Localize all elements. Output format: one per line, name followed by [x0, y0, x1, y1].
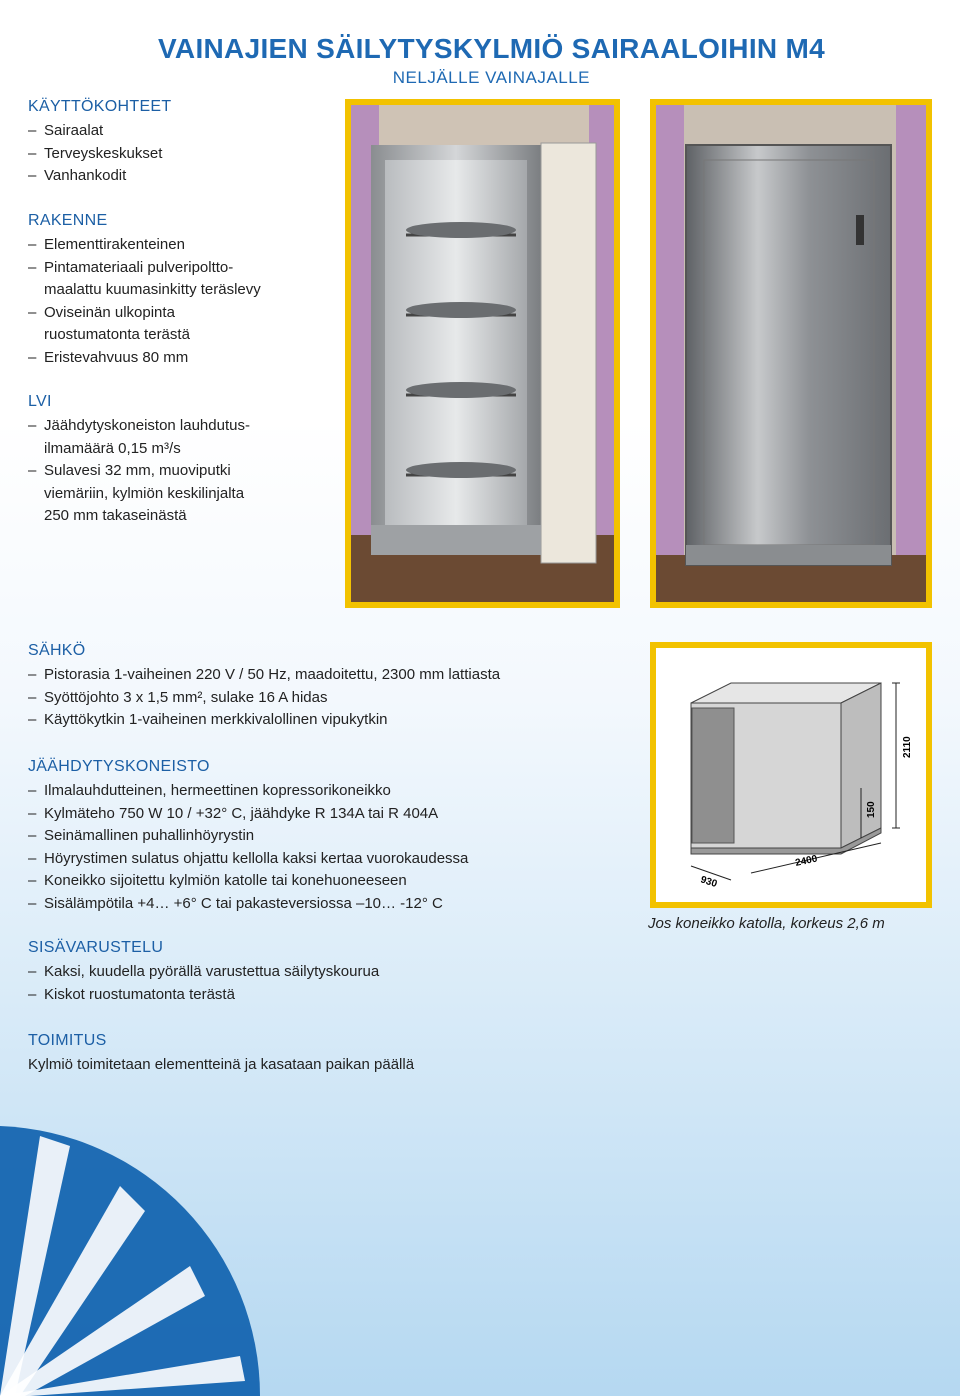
list-item: – Kiskot ruostumatonta terästä — [28, 984, 379, 1007]
section-heading: LVI — [28, 393, 52, 410]
section-toimitus — [28, 1030, 414, 1077]
decorative-fan-graphic — [0, 1066, 260, 1396]
dim-length-label: 2400 — [794, 853, 819, 869]
list-item: – Pintamateriaali pulveripoltto- maalattu kuumasinkitty teräslevy — [28, 257, 261, 302]
cabinet-dimension-sketch — [656, 648, 926, 902]
list-item: – Kaksi, kuudella pyörällä varustettua säilytyskourua — [28, 961, 379, 984]
list-item: – Eristevahvuus 80 mm — [28, 347, 261, 370]
photo-closed-cabinet — [650, 99, 932, 608]
list-item: – Pistorasia 1-vaiheinen 220 V / 50 Hz, maadoitettu, 2300 mm lattiasta — [28, 664, 500, 687]
toimitus-text: Kylmiö toimitetaan elementteinä ja kasataan paikan päällä — [28, 1056, 415, 1073]
list-item: – Seinämallinen puhallinhöyrystin — [28, 825, 468, 848]
section-heading: RAKENNE — [28, 212, 108, 229]
list-item: – Oviseinän ulkopinta ruostumatonta terästä — [28, 302, 261, 347]
list-item: – Sulavesi 32 mm, muoviputki viemäriin, kylmiön keskilinjalta 250 mm takaseinästä — [28, 460, 250, 528]
page-title: VAINAJIEN SÄILYTYSKYLMIÖ SAIRAALOIHIN M4 — [158, 33, 825, 64]
list-item: – Elementtirakenteinen — [28, 234, 261, 257]
list-item: – Syöttöjohto 3 x 1,5 mm², sulake 16 A hidas — [28, 687, 500, 710]
section-heading: SISÄVARUSTELU — [28, 939, 164, 956]
list-item: – Höyrystimen sulatus ohjattu kellolla kaksi kertaa vuorokaudessa — [28, 848, 468, 871]
dim-base-label: 150 — [866, 801, 877, 818]
list-item: – Terveyskeskukset — [28, 143, 171, 166]
section-kayttokohteet — [28, 96, 171, 188]
list-item: – Koneikko sijoitettu kylmiön katolle tai konehuoneeseen — [28, 870, 468, 893]
dim-height-label: 2110 — [902, 736, 913, 758]
list-item: – Sairaalat — [28, 120, 171, 143]
page-subtitle: NELJÄLLE VAINAJALLE — [392, 68, 590, 87]
dim-width-label: 930 — [699, 874, 719, 891]
section-heading: SÄHKÖ — [28, 642, 86, 659]
list-item: – Sisälämpötila +4… +6° C tai pakasteversiossa –10… -12° C — [28, 893, 468, 916]
list-item: – Vanhankodit — [28, 165, 171, 188]
section-sisavarustelu — [28, 937, 379, 1006]
section-heading: KÄYTTÖKOHTEET — [28, 98, 172, 115]
list-item: – Käyttökytkin 1-vaiheinen merkkivalollinen vipukytkin — [28, 709, 500, 732]
section-rakenne — [28, 210, 261, 370]
list-item: – Ilmalauhdutteinen, hermeettinen kopressorikoneikko — [28, 780, 468, 803]
section-lvi — [28, 391, 250, 528]
photo-open-cabinet — [345, 99, 620, 608]
section-heading: JÄÄHDYTYSKONEISTO — [28, 758, 210, 775]
list-item: – Kylmäteho 750 W 10 / +32° C, jäähdyke R 134A tai R 404A — [28, 803, 468, 826]
dimension-drawing — [650, 642, 932, 908]
drawing-caption: Jos koneikko katolla, korkeus 2,6 m — [648, 915, 885, 932]
section-sahko — [28, 640, 500, 732]
list-item: – Jäähdytyskoneiston lauhdutus- ilmamäärä 0,15 m³/s — [28, 415, 250, 460]
section-heading: TOIMITUS — [28, 1032, 107, 1049]
section-jaahdytyskoneisto — [28, 756, 468, 916]
